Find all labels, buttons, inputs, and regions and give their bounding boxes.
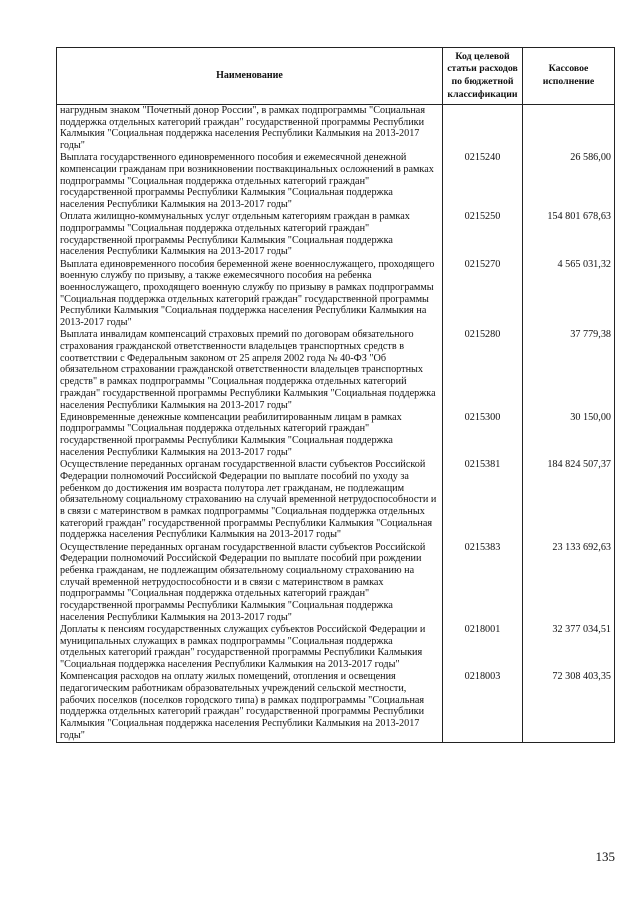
row-amount	[523, 105, 615, 153]
row-name: Осуществление переданных органам государственной власти субъектов Российской Федерации полномочий Российской Федерации по выплате пособий по уходу за ребенком до достижения им возраста полутора лет гражданам, не подлежащим обязательному социальному страхованию на случай временной нетрудоспособности и в связи с материнством в рамках подпрограммы "Социальная поддержка отдельных категорий граждан" государственной программы Республики Калмыкия "Социальная поддержка населения Республики Калмыкия на 2013-2017 годы"	[57, 459, 443, 541]
row-code	[443, 105, 523, 153]
row-code: 0215270	[443, 259, 523, 330]
row-name: Осуществление переданных органам государственной власти субъектов Российской Федерации полномочий Российской Федерации по выплате пособий при рождении ребенка гражданам, не подлежащим обязательному социальному страхованию на случай временной нетрудоспособности и в связи с материнством в рамках подпрограммы "Социальная поддержка отдельных категорий граждан" государственной программы Республики Калмыкия "Социальная поддержка населения Республики Калмыкия на 2013-2017 годы"	[57, 542, 443, 624]
table-header-row	[57, 48, 615, 105]
row-name: Единовременные денежные компенсации реабилитированным лицам в рамках подпрограммы "Социальная поддержка отдельных категорий граждан" государственной программы Республики Калмыкия "Социальная поддержка населения Республики Калмыкия на 2013-2017 годы"	[57, 412, 443, 459]
table-row	[57, 542, 615, 624]
row-amount: 23 133 692,63	[523, 542, 615, 624]
table-row	[57, 105, 615, 153]
row-code: 0215240	[443, 152, 523, 211]
row-name: Доплаты к пенсиям государственных служащих субъектов Российской Федерации и муниципальных служащих в рамках подпрограммы "Социальная поддержка отдельных категорий граждан" государственной программы Республики Калмыкия "Социальная поддержка населения Республики Калмыкия на 2013-2017 годы"	[57, 624, 443, 671]
table-row	[57, 211, 615, 258]
row-amount: 184 824 507,37	[523, 459, 615, 541]
row-amount: 30 150,00	[523, 412, 615, 459]
row-code: 0215381	[443, 459, 523, 541]
page-number: 135	[595, 849, 615, 864]
row-code: 0215383	[443, 542, 523, 624]
budget-execution-table	[56, 47, 615, 743]
table-row	[57, 671, 615, 742]
header-amount: Кассовое исполнение	[523, 48, 615, 105]
row-name: Выплата инвалидам компенсаций страховых премий по договорам обязательного страхования гражданской ответственности владельцев транспортных средств в соответствии с Федеральным законом от 25 апреля 2002 года № 40-ФЗ "Об обязательном страховании гражданской ответственности владельцев транспортных средств" в рамках подпрограммы "Социальная поддержка отдельных категорий граждан" государственной программы Республики Калмыкия "Социальная поддержка населения Республики Калмыкия на 2013-2017 годы"	[57, 329, 443, 411]
table-row	[57, 259, 615, 330]
row-code: 0218001	[443, 624, 523, 671]
table-row	[57, 624, 615, 671]
table-row	[57, 412, 615, 459]
row-code: 0215250	[443, 211, 523, 258]
row-amount: 37 779,38	[523, 329, 615, 411]
row-name: Оплата жилищно-коммунальных услуг отдельным категориям граждан в рамках подпрограммы "Социальная поддержка отдельных категорий граждан" государственной программы Республики Калмыкия "Социальная поддержка населения Республики Калмыкия на 2013-2017 годы"	[57, 211, 443, 258]
row-amount: 154 801 678,63	[523, 211, 615, 258]
row-code: 0218003	[443, 671, 523, 742]
row-code: 0215280	[443, 329, 523, 411]
row-amount: 32 377 034,51	[523, 624, 615, 671]
row-code: 0215300	[443, 412, 523, 459]
row-amount: 4 565 031,32	[523, 259, 615, 330]
row-name: Компенсация расходов на оплату жилых помещений, отопления и освещения педагогическим работникам образовательных учреждений сельской местности, рабочих поселков (поселков городского типа) в рамках подпрограммы "Социальная поддержка отдельных категорий граждан" государственной программы Республики Калмыкия "Социальная поддержка населения Республики Калмыкия на 2013-2017 годы"	[57, 671, 443, 742]
row-name: Выплата государственного единовременного пособия и ежемесячной денежной компенсации гражданам при возникновении поствакцинальных осложнений в рамках подпрограммы "Социальная поддержка отдельных категорий граждан" государственной программы Республики Калмыкия "Социальная поддержка населения Республики Калмыкия на 2013-2017 годы"	[57, 152, 443, 211]
row-name: Выплата единовременного пособия беременной жене военнослужащего, проходящего военную службу по призыву, а также ежемесячного пособия на ребенка военнослужащего, проходящего военную службу по призыву в рамках подпрограммы "Социальная поддержка отдельных категорий граждан" государственной программы Республики Калмыкия "Социальная поддержка населения Республики Калмыкия на 2013-2017 годы"	[57, 259, 443, 330]
row-amount: 26 586,00	[523, 152, 615, 211]
table-row	[57, 329, 615, 411]
table-row	[57, 152, 615, 211]
header-code: Код целевой статьи расходов по бюджетной классификации	[443, 48, 523, 105]
table-row	[57, 459, 615, 541]
row-amount: 72 308 403,35	[523, 671, 615, 742]
header-name: Наименование	[57, 48, 443, 105]
row-name: нагрудным знаком "Почетный донор России", в рамках подпрограммы "Социальная поддержка отдельных категорий граждан" государственной программы Республики Калмыкия "Социальная поддержка населения Республики Калмыкия на 2013-2017 годы"	[57, 105, 443, 153]
